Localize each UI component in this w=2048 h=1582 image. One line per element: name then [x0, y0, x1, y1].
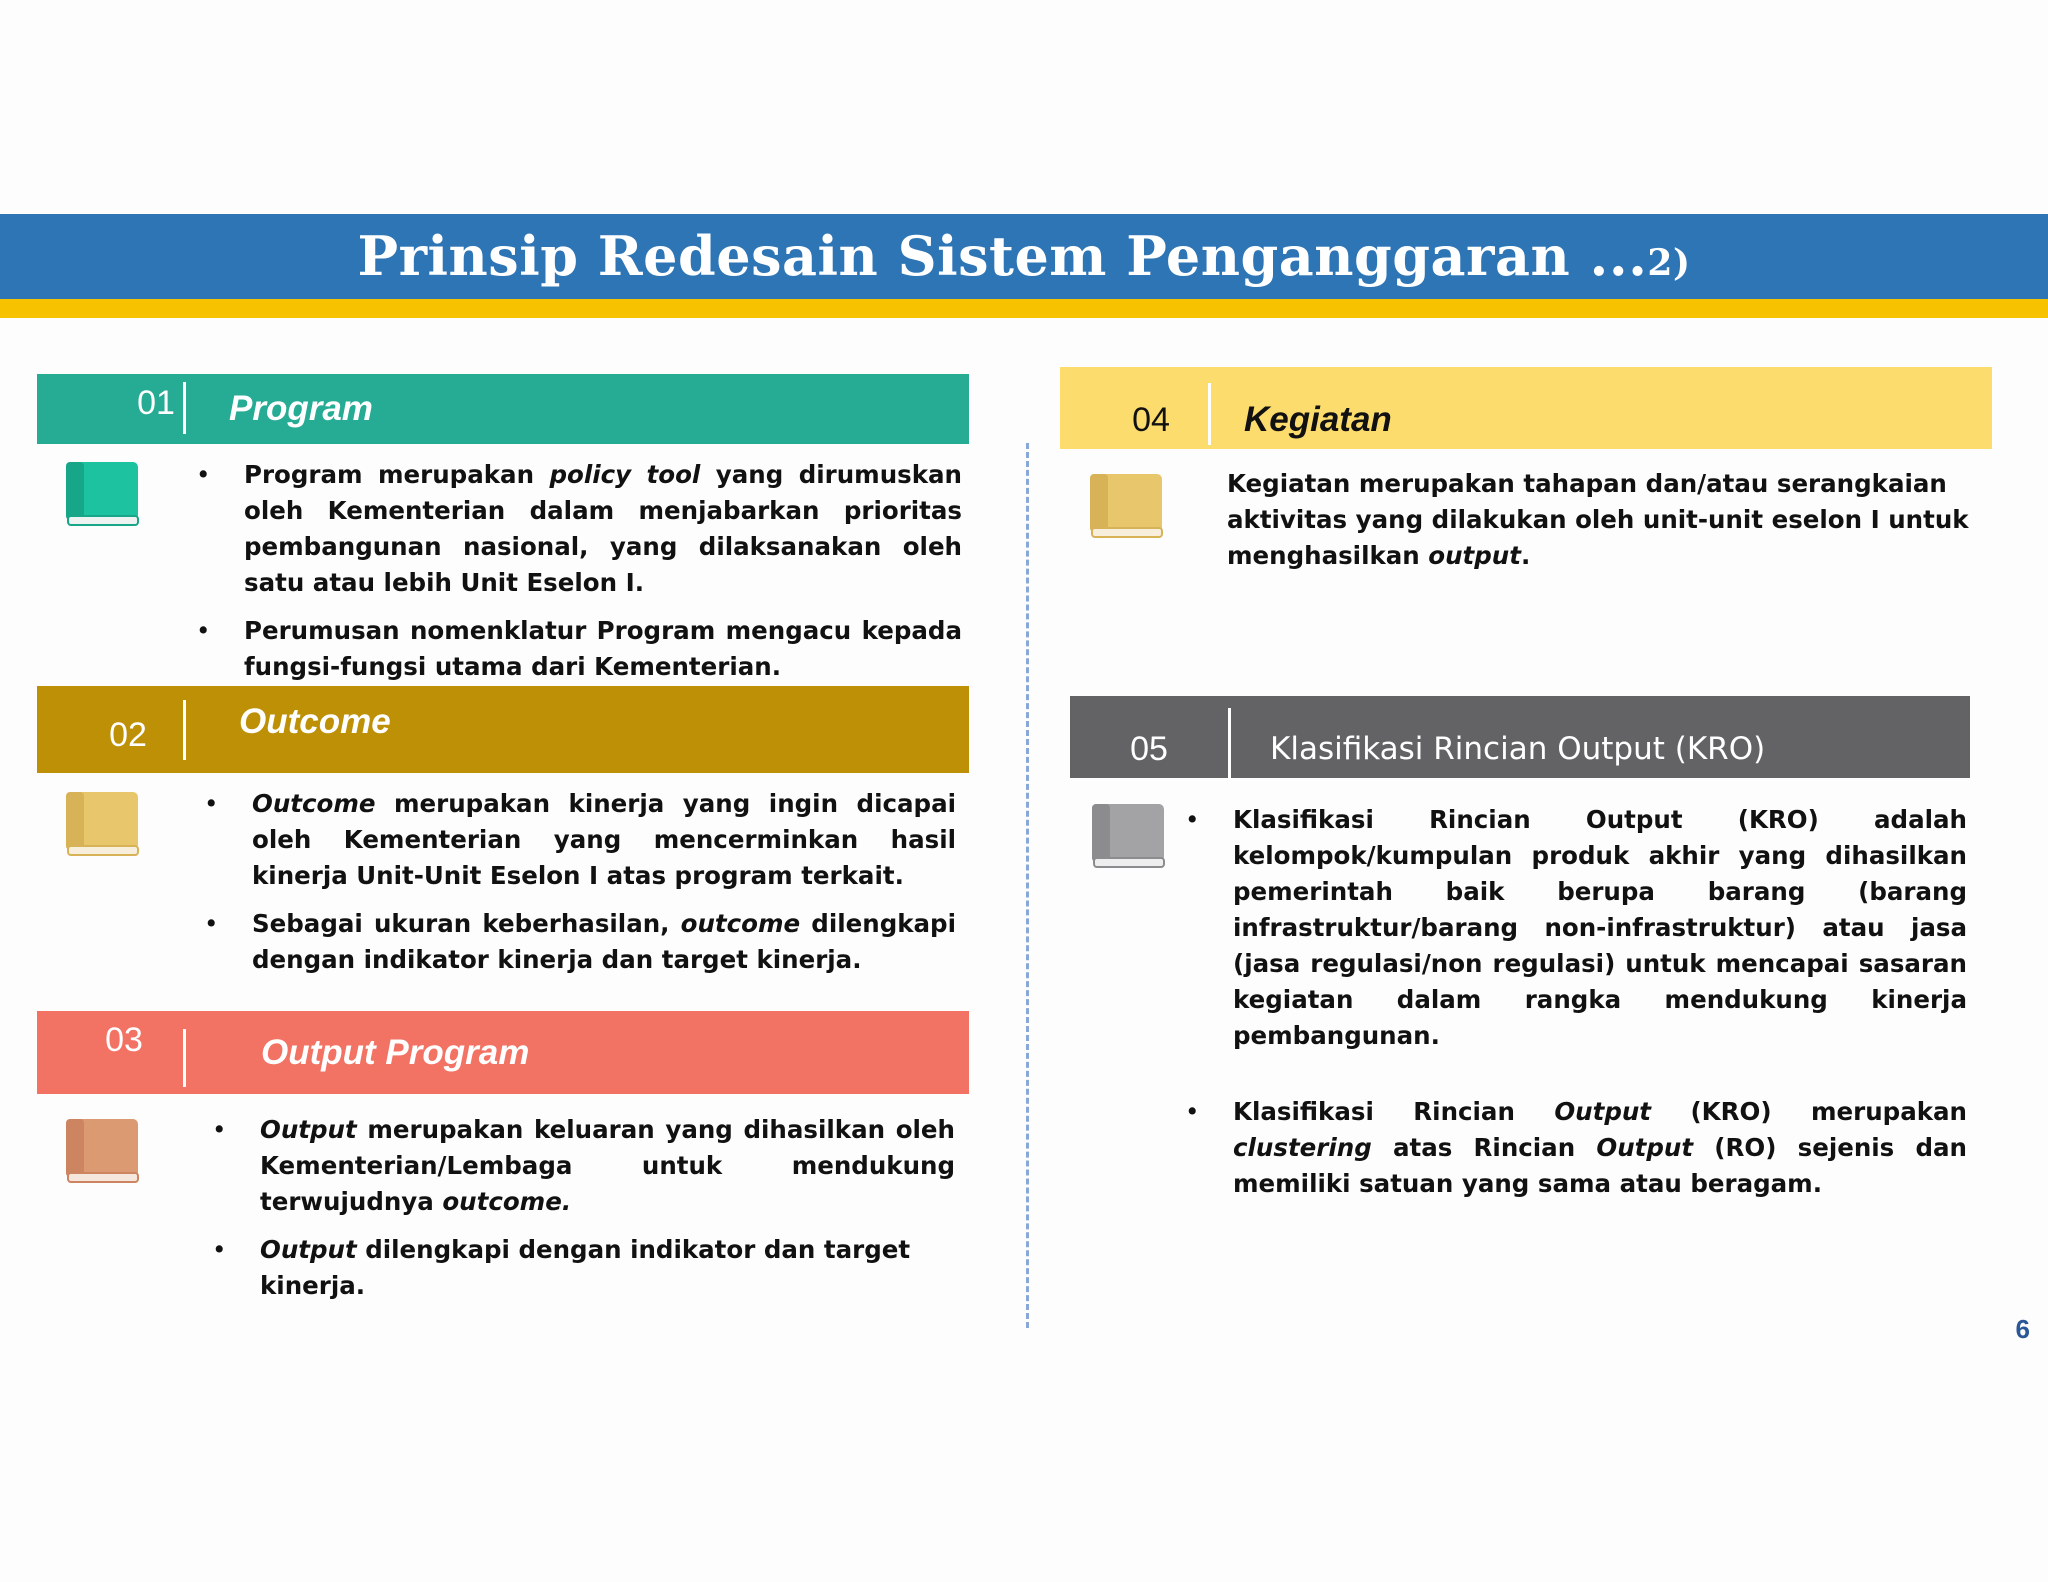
bullet-text: Klasifikasi Rincian Output (KRO) adalah kelompok/kumpulan produk akhir yang dihasilkan pemerintah baik berupa barang (barang infrastruktur/barang non-infrastruktur) atau jasa (jasa regulasi/non regulasi) untuk mencapai sasaran kegiatan dalam rangka mendukung kinerja pembangunan. — [1233, 805, 1967, 1050]
book-icon — [64, 1117, 140, 1185]
section-title: Kegiatan — [1244, 400, 1392, 439]
section-title: Outcome — [239, 701, 391, 741]
section-number: 02 — [109, 716, 147, 754]
bullet-dot: • — [204, 789, 219, 818]
page-number: 6 — [2015, 1314, 2030, 1344]
bullet-dot: • — [204, 909, 219, 938]
column-divider — [1026, 443, 1029, 1328]
section-header-kegiatan — [1060, 367, 1992, 449]
book-icon — [1088, 472, 1164, 540]
bullet-dot: • — [212, 1235, 227, 1264]
bullet-dot: • — [1185, 805, 1200, 834]
bullet-text: Output merupakan keluaran yang dihasilkan oleh Kementerian/Lembaga untuk mendukung terwujudnya outcome. — [260, 1115, 955, 1216]
bullet-item — [212, 1112, 955, 1220]
bullet-item — [204, 786, 956, 894]
bullet-text: Sebagai ukuran keberhasilan, outcome dilengkapi dengan indikator kinerja dan target kinerja. — [252, 909, 956, 974]
bullet-item — [204, 906, 956, 978]
section-separator — [183, 1029, 186, 1087]
section-separator — [1208, 383, 1211, 445]
kro-body — [1185, 802, 1967, 1214]
page-title — [0, 214, 2048, 299]
book-icon — [64, 790, 140, 858]
section-header-output-program — [37, 1011, 969, 1094]
bullet-item — [196, 613, 962, 685]
section-separator — [183, 382, 186, 434]
output-program-body — [212, 1112, 955, 1316]
bullet-dot: • — [1185, 1097, 1200, 1126]
bullet-text: Program merupakan policy tool yang dirumuskan oleh Kementerian dalam menjabarkan prioritas pembangunan nasional, yang dilaksanakan oleh satu atau lebih Unit Eselon I. — [244, 460, 962, 597]
book-icon — [1090, 802, 1166, 870]
bullet-text: Outcome merupakan kinerja yang ingin dicapai oleh Kementerian yang mencerminkan hasil kinerja Unit-Unit Eselon I atas program terkait. — [252, 789, 956, 890]
section-title: Output Program — [261, 1032, 530, 1072]
section-number: 05 — [1130, 729, 1168, 768]
bullet-dot: • — [212, 1115, 227, 1144]
bullet-dot: • — [196, 460, 211, 489]
section-separator — [1228, 708, 1231, 778]
book-icon — [64, 460, 140, 528]
section-header-outcome — [37, 686, 969, 773]
outcome-body — [204, 786, 956, 990]
section-number: 03 — [105, 1021, 143, 1059]
bullet-item — [1185, 1094, 1967, 1202]
page-title-main: Prinsip Redesain Sistem Penganggaran ... — [357, 224, 1648, 288]
section-separator — [183, 700, 186, 760]
section-title: Klasifikasi Rincian Output (KRO) — [1270, 731, 1766, 767]
section-header-program — [37, 374, 969, 444]
section-header-kro — [1070, 696, 1970, 778]
bullet-text: Output dilengkapi dengan indikator dan target kinerja. — [260, 1235, 911, 1300]
section-number: 01 — [137, 383, 175, 422]
section-title: Program — [229, 389, 373, 428]
program-body — [196, 457, 962, 697]
bullet-item — [196, 457, 962, 601]
bullet-item — [1185, 802, 1967, 1054]
title-stripe — [0, 299, 2048, 318]
bullet-text: Perumusan nomenklatur Program mengacu kepada fungsi-fungsi utama dari Kementerian. — [244, 616, 962, 681]
page-title-suffix: 2) — [1647, 242, 1691, 284]
bullet-item — [212, 1232, 955, 1304]
section-number: 04 — [1132, 400, 1170, 439]
bullet-dot: • — [196, 616, 211, 645]
bullet-text: Klasifikasi Rincian Output (KRO) merupakan clustering atas Rincian Output (RO) sejenis dan memiliki satuan yang sama atau beragam. — [1233, 1097, 1967, 1198]
kegiatan-body: Kegiatan merupakan tahapan dan/atau serangkaian aktivitas yang dilakukan oleh unit-unit eselon I untuk menghasilkan output. — [1227, 469, 1969, 570]
